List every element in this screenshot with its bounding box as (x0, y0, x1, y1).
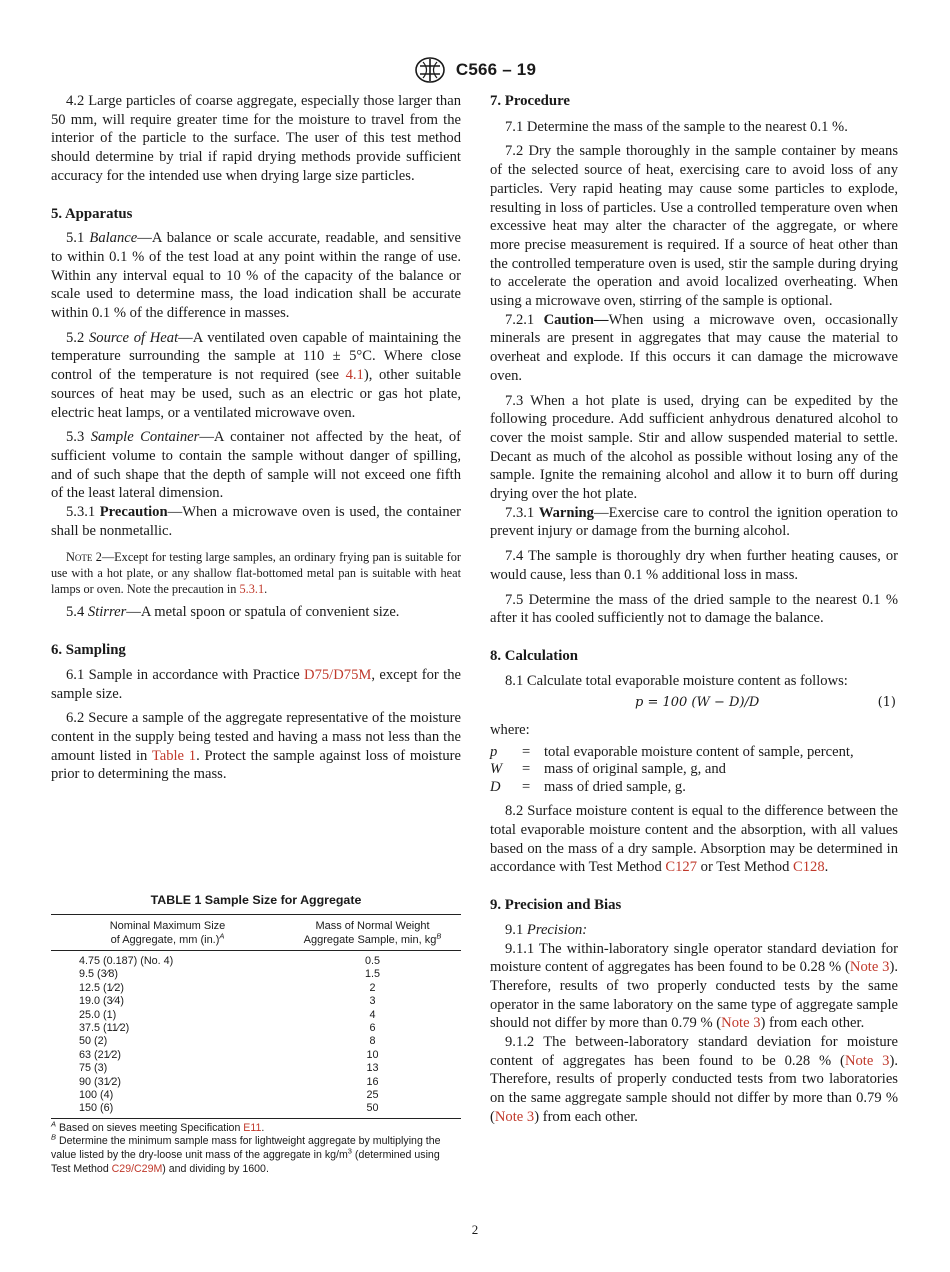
footnote-mark: B (436, 931, 442, 941)
paragraph-7-3: 7.3 When a hot plate is used, drying can be expedited by the following procedure. Add sufficient anhydrous denatured alcohol to cover the moist sample. Stir and allow suspended material to settle. Decant as much of the alcohol as possible without losing any of the sample. Ignite the remaining alcohol and allow it to burn off during drying over the hot plate. (490, 392, 898, 503)
clause-text: When using a microwave oven, occasionally minerals are present in aggregates that may cause the material to overheat and explode. If this occurs it can damage the microwave oven. (490, 311, 898, 384)
clause-term: Balance (89, 230, 138, 247)
link-e11[interactable]: E11 (243, 1121, 262, 1134)
table-row (51, 1035, 461, 1048)
clause-text: —A ventilated oven capable of maintaining the temperature surrounding the sample at 110 ± 5°C. Where close control of the temperature is not required (see (51, 329, 461, 384)
symbol: D (490, 778, 501, 795)
clause-text: ). Therefore, results of two properly conducted tests by the same operator in the same laboratory on the same type of aggregate sample should not differ by more than 0.79 % ( (490, 959, 898, 1032)
paragraph-8-2 (490, 802, 898, 877)
clause-text: 6.2 Secure a sample of the aggregate representative of the moisture content in the supply being tested and having a mass not less than the amount listed in (51, 710, 461, 764)
equation-1 (490, 694, 898, 713)
cell-sample-mass: 4 (369, 1008, 376, 1021)
note-text: 2—Except for testing large samples, an ordinary frying pan is suitable for use with a hot plate, or any shallow flat-bottomed metal pan is suitable with heat lamps or oven. Note the precaution in (51, 550, 461, 597)
paragraph-9-1-1 (490, 940, 898, 1034)
variable-definitions (490, 744, 898, 797)
cell-aggregate-size: 100 (4) (79, 1089, 114, 1102)
section-heading-apparatus: 5. Apparatus (51, 205, 133, 222)
footnote-text: Based on sieves meeting Specification (56, 1121, 244, 1134)
clause-text: —When a microwave oven is used, the container shall be nonmetallic. (51, 504, 461, 539)
column-header-mass (284, 915, 461, 951)
cell-sample-mass: 13 (366, 1062, 379, 1075)
clause-number: 5.3.1 (66, 504, 96, 521)
clause-term: Caution— (543, 311, 609, 328)
link-5-3-1[interactable]: 5.3.1 (239, 582, 265, 597)
paragraph-7-3-1 (490, 504, 898, 541)
clause-text: —A balance or scale accurate, readable, and sensitive to within 0.1 % of the test load at any point within the range of use. Within any interval equal to 10 % of the capacity of the balance or scale used to determine mass, the load indication shall be accurate within 0.1 % of the difference in masses. (51, 230, 461, 322)
footnote-b (51, 1132, 461, 1176)
note-text: . (264, 582, 268, 597)
clause-text: 9.1.2 The between-laboratory standard deviation for moisture content of aggregates has been found to be 0.28 % ( (490, 1034, 898, 1069)
link-d75[interactable]: D75/D75M (304, 666, 372, 683)
link-table-1[interactable]: Table 1 (151, 747, 197, 764)
clause-text: ) from each other. (534, 1108, 638, 1125)
sample-size-table (51, 914, 461, 1118)
cell-aggregate-size: 25.0 (1) (79, 1008, 117, 1021)
right-column (490, 92, 898, 1127)
footnote-mark: B (51, 1132, 57, 1142)
table-row (51, 995, 461, 1008)
clause-term: Precision: (526, 921, 588, 938)
definition-row (490, 779, 898, 797)
column-header-size (51, 915, 284, 951)
cell-aggregate-size: 19.0 (3⁄4) (79, 995, 125, 1008)
symbol: p (490, 743, 498, 760)
left-column (51, 92, 461, 784)
table-1 (51, 893, 461, 1176)
header-line: of Aggregate, mm (in.) (110, 934, 220, 946)
clause-number: 5.3 (66, 429, 85, 446)
cell-sample-mass: 16 (366, 1075, 379, 1088)
table-row (51, 1009, 461, 1022)
definition-text: mass of original sample, g, and (544, 761, 726, 778)
cell-sample-mass: 50 (366, 1102, 379, 1115)
footnote-mark: A (51, 1119, 57, 1129)
cell-aggregate-size: 150 (6) (79, 1102, 114, 1115)
link-note-3[interactable]: Note 3 (849, 959, 890, 976)
footnote-text: Determine the minimum sample mass for lightweight aggregate by multiplying the value listed by the dry-loose unit mass of the aggregate in kg/m (51, 1135, 441, 1162)
definition-row (490, 744, 898, 762)
clause-term: Warning (538, 504, 594, 521)
footnote-a (51, 1119, 461, 1136)
page-header (0, 56, 950, 84)
clause-number: 9.1 (505, 921, 524, 938)
table-title: TABLE 1 Sample Size for Aggregate (150, 893, 362, 907)
note-label: Note (66, 550, 93, 565)
clause-term: Source of Heat (88, 329, 179, 346)
definition-text: total evaporable moisture content of sample, percent, (544, 743, 854, 760)
cell-sample-mass: 3 (369, 995, 376, 1008)
definition-row (490, 761, 898, 779)
equals-sign: = (522, 778, 531, 795)
paragraph-7-1: 7.1 Determine the mass of the sample to the nearest 0.1 %. (505, 118, 848, 135)
clause-text: 9.1.1 The within-laboratory single operator standard deviation for moisture content of aggregates has been found to be 0.28 % ( (490, 940, 898, 976)
cell-sample-mass: 6 (369, 1022, 376, 1035)
paragraph-9-1-2 (490, 1033, 898, 1127)
link-c127[interactable]: C127 (665, 859, 698, 876)
paragraph-9-1 (490, 921, 898, 940)
clause-term: Sample Container (90, 429, 200, 446)
symbol: W (490, 761, 503, 778)
where-label: where: (490, 722, 530, 739)
cell-sample-mass: 0.5 (364, 955, 380, 967)
footnote-text: ) and dividing by 1600. (162, 1162, 269, 1175)
cell-aggregate-size: 4.75 (0.187) (No. 4) (79, 955, 174, 967)
table-row (51, 968, 461, 981)
cell-aggregate-size: 12.5 (1⁄2) (79, 981, 125, 994)
clause-text: ), other suitable sources of heat may be used, such as an electric or gas hot plate, electric heat lamps, or a ventilated microwave oven. (51, 367, 461, 421)
cell-sample-mass: 1.5 (364, 968, 380, 981)
cell-aggregate-size: 63 (21⁄2) (79, 1048, 122, 1061)
cell-aggregate-size: 75 (3) (79, 1062, 108, 1075)
equals-sign: = (522, 761, 531, 778)
paragraph-5-3-1 (51, 503, 461, 540)
clause-text: 6.1 Sample in accordance with Practice (66, 666, 305, 683)
clause-term: Precaution (99, 504, 168, 521)
astm-logo-icon (414, 56, 446, 84)
cell-sample-mass: 10 (366, 1048, 379, 1061)
paragraph-7-2-1 (490, 311, 898, 386)
paragraph-5-4 (51, 603, 461, 622)
section-heading-precision-bias: 9. Precision and Bias (490, 897, 622, 914)
paragraph-7-5: 7.5 Determine the mass of the dried sample to the nearest 0.1 % after it has cooled sufficiently not to damage the balance. (490, 591, 898, 627)
paragraph-5-2 (51, 329, 461, 423)
clause-term: Stirrer (87, 604, 127, 621)
clause-text: —A container not affected by the heat, of sufficient volume to contain the sample without danger of spilling, and of such shape that the depth of sample will not exceed one fifth of the least lateral dimension. (51, 429, 461, 502)
document-designation: C566 – 19 (455, 60, 537, 79)
clause-text: —Exercise care to control the ignition operation to prevent injury or damage from the burning alcohol. (490, 504, 898, 540)
note-2 (51, 549, 461, 597)
clause-text: or Test Method (697, 859, 794, 876)
cell-sample-mass: 2 (369, 981, 376, 994)
superscript: 3 (347, 1146, 352, 1156)
table-row (51, 1102, 461, 1117)
footnote-text: (determined using Test Method (51, 1149, 440, 1175)
clause-number: 7.2.1 (505, 311, 535, 328)
paragraph-4-2: 4.2 Large particles of coarse aggregate, especially those larger than 50 mm, will require greater time for the moisture to travel from the interior of the particle to the surface. The user of this test method should determine by trial if rapid drying methods provide sufficient accuracy for the intended use when drying large size particles. (51, 93, 461, 184)
clause-number: 5.4 (66, 604, 85, 621)
paragraph-5-1 (51, 229, 461, 323)
clause-number: 5.1 (66, 230, 85, 247)
clause-text: . Protect the sample against loss of moisture prior to determining the mass. (51, 747, 461, 783)
clause-number: 7.3.1 (505, 504, 535, 521)
table-row (51, 1049, 461, 1062)
table-row (51, 1076, 461, 1089)
footnote-mark: A (219, 931, 225, 941)
clause-text: 8.2 Surface moisture content is equal to the difference between the total evaporable moisture content and the absorption, with all values based on the mass of a dry sample. Absorption may be determined in accordance with Test Method (490, 803, 898, 876)
definition-text: mass of dried sample, g. (544, 778, 686, 795)
table-row (51, 1022, 461, 1035)
section-heading-procedure: 7. Procedure (490, 93, 570, 109)
paragraph-7-2: 7.2 Dry the sample thoroughly in the sample container by means of the selected source of heat, exercising care to avoid loss of any particles. Very rapid heating may cause some particles to explode, resulting in loss of particles. Use a controlled temperature oven when excessive heat may alter the character of the aggregate, or where more precise measurement is required. If a source of heat other than the controlled temperature oven is used, stir the sample during drying to accelerate the operation and avoid localized overheating. When using a microwave oven, stirring of the sample is optional. (490, 143, 898, 310)
paragraph-7-4: 7.4 The sample is thoroughly dry when further heating causes, or would cause, less than 0.1 % additional loss in mass. (490, 548, 898, 583)
paragraph-6-1 (51, 666, 461, 703)
table-footnotes (51, 1118, 461, 1176)
link-note-3[interactable]: Note 3 (494, 1108, 535, 1125)
header-line: Nominal Maximum Size (109, 920, 226, 932)
equation-number: (1) (877, 695, 896, 711)
link-4-1[interactable]: 4.1 (345, 367, 364, 384)
clause-number: 5.2 (66, 329, 85, 346)
paragraph-5-3 (51, 428, 461, 503)
equals-sign: = (522, 743, 531, 760)
page-number: 2 (471, 1222, 479, 1237)
table-row (51, 951, 461, 969)
clause-text: —A metal spoon or spatula of convenient size. (126, 604, 400, 621)
link-note-3[interactable]: Note 3 (844, 1052, 890, 1069)
paragraph-6-2 (51, 709, 461, 784)
cell-aggregate-size: 50 (2) (79, 1035, 108, 1048)
footnote-text: . (261, 1121, 265, 1134)
header-line: Aggregate Sample, min, kg (303, 934, 437, 946)
clause-text: , except for the sample size. (51, 666, 461, 702)
header-line: Mass of Normal Weight (315, 920, 430, 932)
cell-aggregate-size: 37.5 (11⁄2) (79, 1022, 130, 1035)
section-heading-sampling: 6. Sampling (51, 642, 126, 659)
paragraph-8-1: 8.1 Calculate total evaporable moisture content as follows: (505, 672, 848, 689)
table-row (51, 1089, 461, 1102)
table-row (51, 982, 461, 995)
clause-text: ) from each other. (760, 1015, 865, 1032)
link-note-3[interactable]: Note 3 (721, 1015, 761, 1032)
link-c29[interactable]: C29/C29M (111, 1162, 163, 1175)
clause-text: . (824, 859, 829, 876)
cell-sample-mass: 25 (366, 1089, 379, 1102)
clause-text: ). Therefore, results of properly conducted tests from two laboratories on the same aggregate sample should not differ by more than 0.79 % ( (490, 1052, 898, 1125)
link-c128[interactable]: C128 (793, 859, 825, 876)
cell-aggregate-size: 9.5 (3⁄8) (79, 968, 119, 981)
equation-expression: p = 100 (W − D)/D (635, 695, 760, 711)
table-row (51, 1062, 461, 1075)
cell-sample-mass: 8 (369, 1035, 376, 1048)
cell-aggregate-size: 90 (31⁄2) (79, 1075, 122, 1088)
section-heading-calculation: 8. Calculation (490, 647, 578, 664)
